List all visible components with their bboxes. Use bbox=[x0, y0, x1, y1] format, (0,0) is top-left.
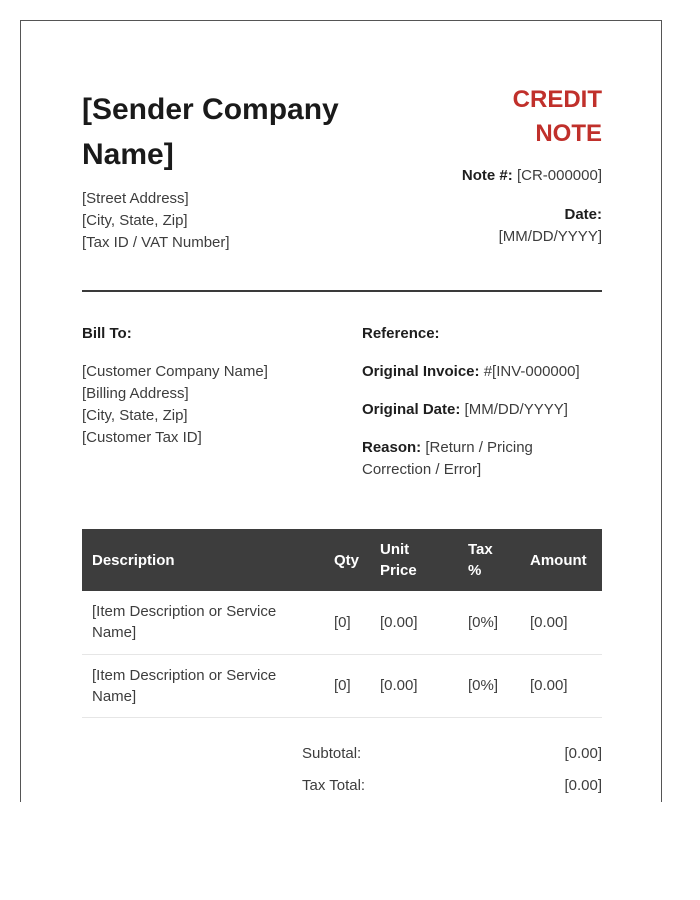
original-date-label: Original Date: bbox=[362, 401, 461, 418]
original-date bbox=[362, 399, 602, 421]
bill-to-company: [Customer Company Name] bbox=[82, 363, 268, 380]
table-row bbox=[82, 654, 602, 717]
bill-to-city: [City, State, Zip] bbox=[82, 407, 188, 424]
reason-value: [Return / Pricing Correction / Error] bbox=[362, 439, 533, 478]
subtotal-row bbox=[302, 743, 602, 775]
table-row bbox=[82, 591, 602, 654]
header-description: Description bbox=[92, 551, 175, 569]
row-tax: [0%] bbox=[458, 591, 520, 654]
reference-section bbox=[362, 323, 602, 497]
note-number bbox=[462, 165, 602, 187]
row-amount: [0.00] bbox=[520, 654, 602, 717]
original-date-value: [MM/DD/YYYY] bbox=[464, 401, 568, 418]
header-qty: Qty bbox=[334, 551, 360, 569]
original-invoice-value: #[INV-000000] bbox=[483, 363, 580, 380]
original-invoice-label: Original Invoice: bbox=[362, 363, 480, 380]
subtotal-value: [0.00] bbox=[564, 745, 602, 762]
tax-total-label: Tax Total: bbox=[302, 777, 366, 794]
header-tax: Tax % bbox=[468, 541, 493, 579]
row-amount: [0.00] bbox=[520, 591, 602, 654]
row-unit-price: [0.00] bbox=[370, 591, 458, 654]
date-value: [MM/DD/YYYY] bbox=[498, 228, 602, 245]
document-date bbox=[442, 204, 602, 248]
reference-label: Reference: bbox=[362, 325, 440, 342]
tax-total-row bbox=[302, 775, 602, 802]
row-description: [Item Description or Service Name] bbox=[82, 654, 324, 717]
sender-street: [Street Address] bbox=[82, 190, 189, 207]
bill-to-address: [Billing Address] bbox=[82, 385, 189, 402]
row-tax: [0%] bbox=[458, 654, 520, 717]
header-unit-price: Unit Price bbox=[380, 541, 417, 579]
note-number-value: [CR-000000] bbox=[516, 167, 602, 184]
tax-total-value: [0.00] bbox=[564, 777, 602, 794]
reason-label: Reason: bbox=[362, 439, 422, 456]
sender-city: [City, State, Zip] bbox=[82, 212, 188, 229]
totals-section bbox=[302, 743, 602, 802]
table-header-row bbox=[82, 529, 602, 591]
document-title: CREDIT NOTE bbox=[512, 86, 602, 147]
reason bbox=[362, 437, 602, 481]
row-unit-price: [0.00] bbox=[370, 654, 458, 717]
header-divider bbox=[82, 290, 602, 292]
header-amount: Amount bbox=[530, 551, 587, 569]
line-items-table bbox=[82, 529, 602, 718]
note-number-label: Note #: bbox=[461, 167, 513, 184]
bill-to-tax-id: [Customer Tax ID] bbox=[82, 429, 202, 446]
sender-address bbox=[82, 188, 230, 254]
sender-company-name: [Sender Company Name] bbox=[82, 93, 339, 171]
sender-tax-id: [Tax ID / VAT Number] bbox=[82, 234, 230, 251]
bill-to-label: Bill To: bbox=[82, 325, 132, 342]
bill-to-section bbox=[82, 323, 342, 449]
subtotal-label: Subtotal: bbox=[302, 745, 362, 762]
credit-note-page bbox=[20, 20, 662, 802]
row-qty: [0] bbox=[324, 654, 370, 717]
row-description: [Item Description or Service Name] bbox=[82, 591, 324, 654]
original-invoice bbox=[362, 361, 602, 383]
row-qty: [0] bbox=[324, 591, 370, 654]
date-label: Date: bbox=[564, 206, 602, 223]
